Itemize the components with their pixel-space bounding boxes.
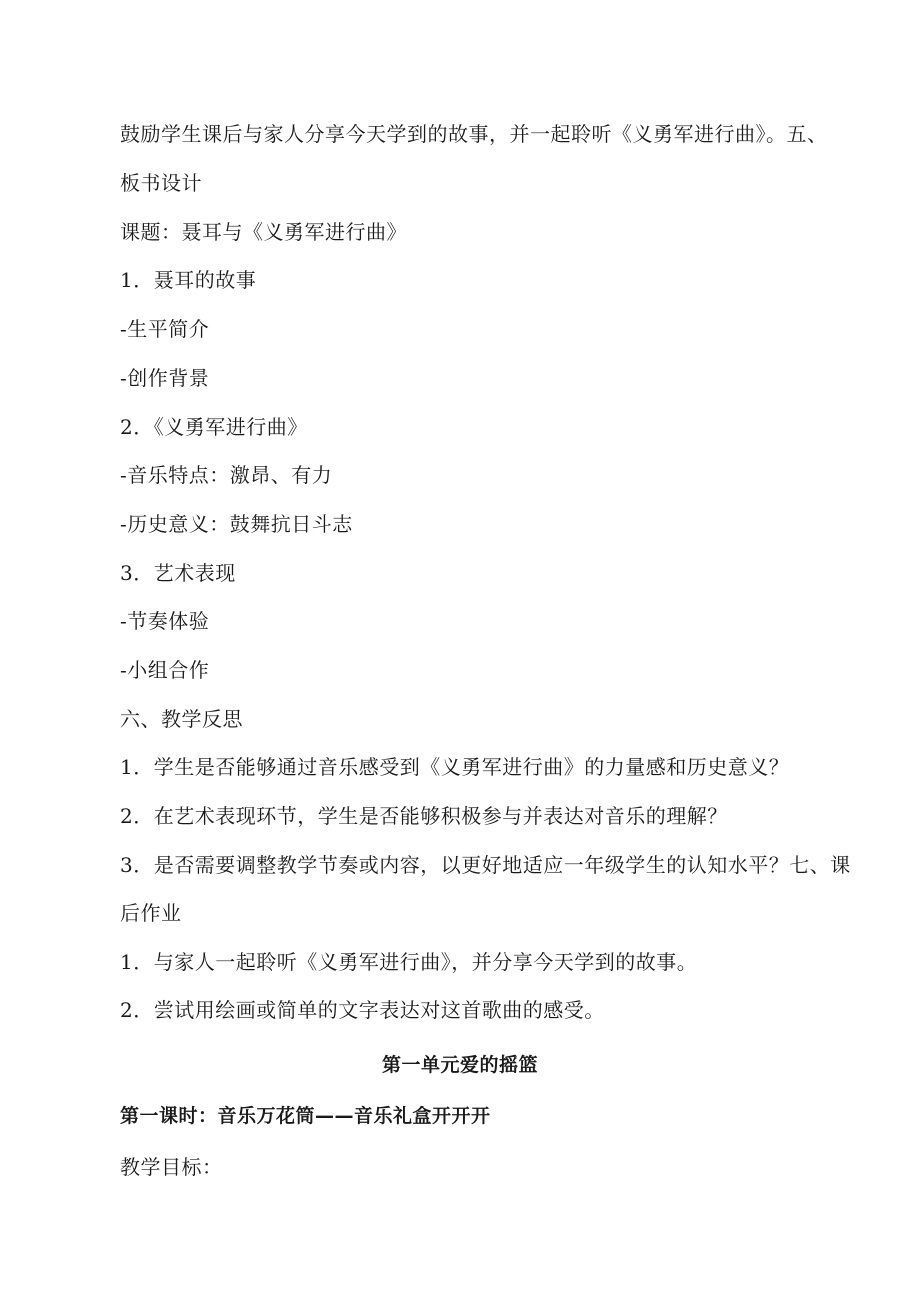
board-subitem-biography: -生平简介: [120, 317, 210, 341]
unit-title: 第一单元爱的摇篮: [381, 1054, 538, 1076]
board-item-1: 1．聂耳的故事: [120, 268, 257, 292]
homework-item-1: 1．与家人一起聆听《义勇军进行曲》，并分享今天学到的故事。: [120, 950, 698, 974]
section-heading-board-design: 板书设计: [120, 171, 202, 195]
board-topic: 课题：聂耳与《义勇军进行曲》: [120, 220, 407, 244]
board-subitem-group-work: -小组合作: [120, 658, 210, 682]
section-heading-homework: 后作业: [120, 901, 182, 925]
objectives-label: 教学目标：: [120, 1155, 223, 1179]
reflection-item-3: 3．是否需要调整教学节奏或内容，以更好地适应一年级学生的认知水平？七、课: [120, 853, 851, 877]
homework-item-2: 2．尝试用绘画或简单的文字表达对这首歌曲的感受。: [120, 998, 605, 1022]
reflection-item-2: 2．在艺术表现环节，学生是否能够积极参与并表达对音乐的理解？: [120, 804, 728, 828]
board-subitem-music-features: -音乐特点：激昂、有力: [120, 463, 333, 487]
board-subitem-historical-meaning: -历史意义：鼓舞抗日斗志: [120, 512, 353, 536]
board-item-2: 2．《义勇军进行曲》: [120, 415, 308, 439]
board-subitem-rhythm: -节奏体验: [120, 609, 210, 633]
reflection-item-1: 1．学生是否能够通过音乐感受到《义勇军进行曲》的力量感和历史意义？: [120, 755, 790, 779]
lesson-title: 第一课时：音乐万花筒——音乐礼盒开开开: [120, 1105, 491, 1127]
board-item-3: 3．艺术表现: [120, 561, 236, 585]
paragraph-encourage-sharing: 鼓励学生课后与家人分享今天学到的故事，并一起聆听《义勇军进行曲》。五、: [120, 122, 828, 146]
section-heading-reflection: 六、教学反思: [120, 707, 243, 731]
board-subitem-background: -创作背景: [120, 366, 210, 390]
